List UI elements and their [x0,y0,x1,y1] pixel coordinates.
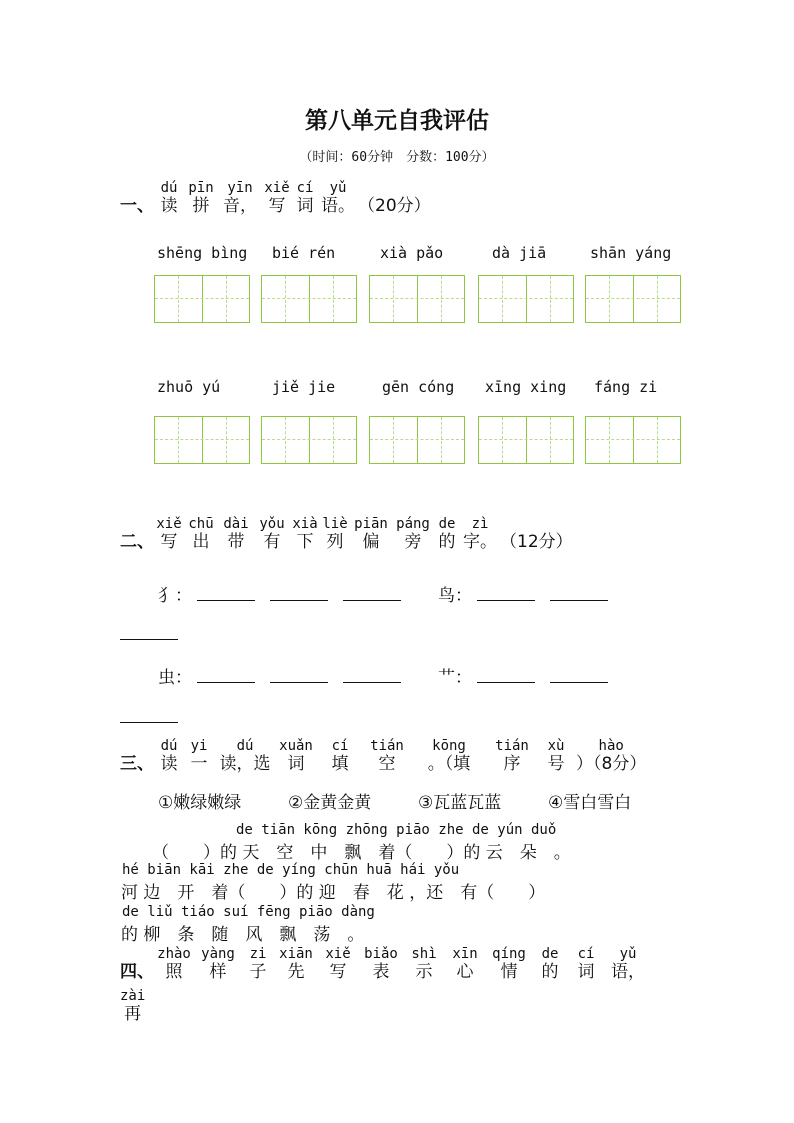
q2-heading [120,516,573,552]
q1-char: 写 [268,196,286,216]
q1-char: 词 [296,196,314,216]
q4-char: 情 [500,962,518,982]
q2-char: 有 [263,532,281,552]
writing-grid[interactable] [585,275,681,323]
q1-row2-pinyin-3: gēn cóng [382,378,455,396]
q1-py: yǔ [329,180,347,196]
q4-py: yàng [201,946,235,962]
q2-py: liè [322,516,348,532]
q1-row1-pinyin-3: xià pǎo [380,244,444,262]
q4-char: 心 [456,962,474,982]
q2-py: de [438,516,456,532]
q3-line3-pinyin: de liǔ tiáo suí fēng piāo dàng [122,904,375,920]
q3-line3-text: 的 柳 条 随 风 飘 荡 。 [121,925,365,945]
q1-py: pīn [188,180,214,196]
q2-char: 下 [296,532,314,552]
q3-py: tián [495,738,529,754]
answer-blank[interactable] [343,668,401,683]
q3-heading [120,738,646,774]
q2-radical-row-2 [438,581,623,606]
q1-row1-pinyin-4: dà jiā [492,244,547,262]
q2-py: dài [223,516,249,532]
q1-row2-pinyin-5: fáng zi [594,378,658,396]
answer-blank[interactable] [270,668,328,683]
q4-number: 四、 [120,962,154,982]
writing-grid[interactable] [478,416,574,464]
q3-char: 。（填 [427,754,471,774]
q2-char: 旁 [404,532,422,552]
q3-number: 三、 [120,754,154,774]
q1-row1-pinyin-2: bié rén [272,244,336,262]
q1-row1-pinyin-5: shān yáng [590,244,672,262]
q4-char: 示 [415,962,433,982]
q2-py: páng [396,516,430,532]
q3-char: 填 [331,754,349,774]
q2-score: （12分） [500,532,573,552]
radical-label: 犭： [158,586,192,606]
q2-py: xià [292,516,318,532]
q4-py: yǔ [619,946,637,962]
q1-char: 语。 [321,196,355,216]
q1-py: dú [160,180,178,196]
q3-py: dú [236,738,254,754]
answer-blank[interactable] [343,586,401,601]
q3-char: 空 [378,754,396,774]
writing-grid[interactable] [261,275,357,323]
q1-row2-pinyin-4: xīng xing [485,378,567,396]
q2-overflow-blank-1 [120,625,193,644]
writing-grid[interactable] [154,416,250,464]
q4-py: zhào [157,946,191,962]
q3-option-4: ④雪白雪白 [548,793,632,813]
q1-row2-pinyin-1: zhuō yú [157,378,221,396]
answer-blank[interactable] [550,668,608,683]
q4-char: 词 [577,962,595,982]
q2-py: yǒu [259,516,285,532]
q3-py: xù [547,738,565,754]
q4-char: 样 [209,962,227,982]
q3-option-3: ③瓦蓝瓦蓝 [418,793,502,813]
writing-grid[interactable] [154,275,250,323]
q4-char: 子 [249,962,267,982]
q4-py: xīn [452,946,478,962]
q3-py: kōng [432,738,466,754]
q2-radical-row-1 [158,581,416,606]
writing-grid[interactable] [585,416,681,464]
q3-char: ）（8分） [576,754,647,774]
q3-py: dú [160,738,178,754]
q4-py: shì [411,946,437,962]
q4-py: de [541,946,559,962]
q4-heading [120,946,652,982]
q4-py: qíng [492,946,526,962]
q1-char: 拼 [192,196,210,216]
q2-char: 出 [192,532,210,552]
q4-char: 先 [287,962,305,982]
page-subtitle: （时间：60分钟 分数：100分） [299,150,495,165]
answer-blank[interactable] [477,586,535,601]
q2-py: xiě [156,516,182,532]
q3-char: 号 [547,754,565,774]
q2-char: 列 [326,532,344,552]
q3-line1-text: （ ）的 天 空 中 飘 着（ ）的 云 朵 。 [152,843,571,863]
answer-blank[interactable] [120,708,178,723]
q2-radical-row-4 [438,663,623,688]
q4-py: xiān [279,946,313,962]
q1-heading [120,180,431,216]
writing-grid[interactable] [369,416,465,464]
q2-char: 字。 [463,532,497,552]
q3-line2-text: 河 边 开 着（ ）的 迎 春 花 ，还 有（ ） [121,883,546,903]
radical-label: 艹： [438,668,472,688]
q1-py: yīn [227,180,253,196]
q3-char: 读，选 [219,754,271,774]
answer-blank[interactable] [550,586,608,601]
radical-label: 虫： [158,668,192,688]
q3-py: yi [190,738,208,754]
q2-char: 写 [160,532,178,552]
q2-char: 带 [227,532,245,552]
q3-py: tián [370,738,404,754]
q4-tail-char: 再 [124,1004,142,1024]
q3-char: 词 [287,754,305,774]
q4-py: zi [249,946,267,962]
q4-char: 的 [541,962,559,982]
q3-char: 序 [503,754,521,774]
q4-py: biǎo [364,946,398,962]
writing-grid[interactable] [478,275,574,323]
q1-py: xiě [264,180,290,196]
q2-char: 的 [438,532,456,552]
q1-score: （20分） [358,196,431,216]
writing-grid[interactable] [261,416,357,464]
q3-py: cí [331,738,349,754]
radical-label: 鸟： [438,586,472,606]
q4-char: 照 [165,962,183,982]
q1-number: 一、 [120,196,154,216]
answer-blank[interactable] [477,668,535,683]
q1-row2-pinyin-2: jiě jie [272,378,336,396]
q4-char: 写 [329,962,347,982]
q3-char: 读 [160,754,178,774]
q4-py: xiě [325,946,351,962]
q1-row1-pinyin-1: shēng bìng [157,244,248,262]
q4-char: 语， [611,962,645,982]
q3-line2-pinyin: hé biān kāi zhe de yíng chūn huā hái yǒu [122,862,460,878]
page-title: 第八单元自我评估 [305,108,489,134]
q2-char: 偏 [362,532,380,552]
writing-grid[interactable] [369,275,465,323]
q2-radical-row-3 [158,663,416,688]
q2-overflow-blank-2 [120,708,193,727]
q1-py: cí [296,180,314,196]
answer-blank[interactable] [197,586,255,601]
q2-py: chū [188,516,214,532]
q2-number: 二、 [120,532,154,552]
q4-continuation [120,988,145,1024]
q3-line1-pinyin: de tiān kōng zhōng piāo zhe de yún duǒ [236,822,557,838]
q4-char: 表 [372,962,390,982]
q1-char: 音， [223,196,257,216]
q3-py: hào [598,738,624,754]
answer-blank[interactable] [197,668,255,683]
q2-py: zì [471,516,489,532]
q4-py: cí [577,946,595,962]
q3-option-2: ②金黄金黄 [288,793,372,813]
q2-py: piān [354,516,388,532]
q3-char: 一 [190,754,208,774]
q4-tail-pinyin: zài [120,988,146,1004]
answer-blank[interactable] [120,625,178,640]
answer-blank[interactable] [270,586,328,601]
q3-option-1: ①嫩绿嫩绿 [158,793,242,813]
q3-py: xuǎn [279,738,313,754]
q1-char: 读 [160,196,178,216]
